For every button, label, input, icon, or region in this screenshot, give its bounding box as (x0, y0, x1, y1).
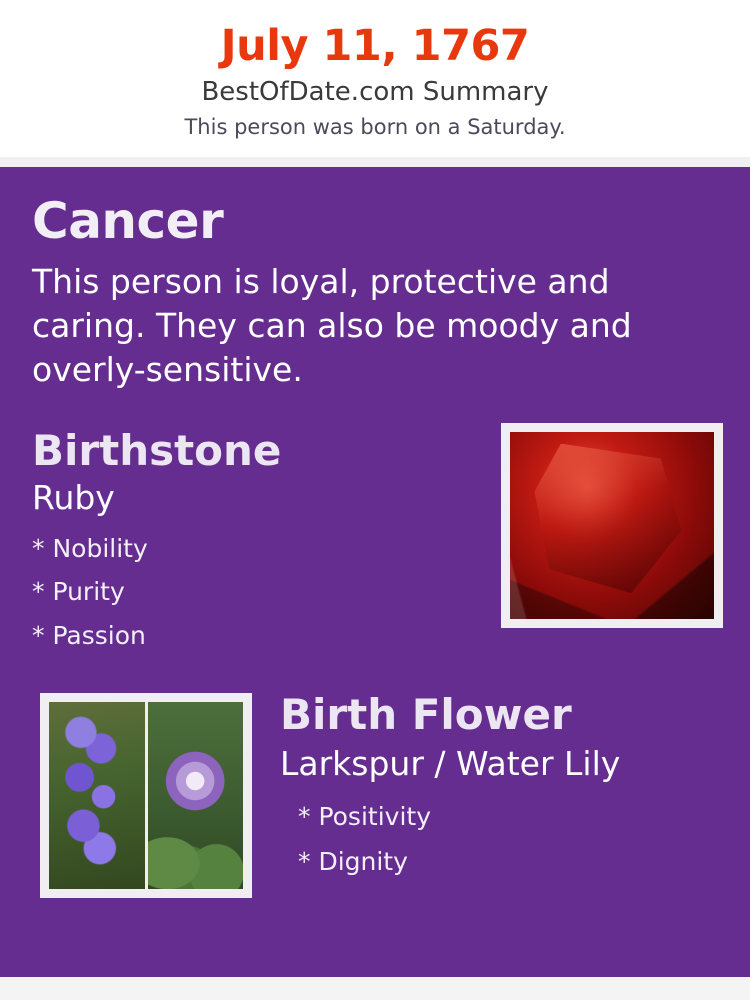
birthstone-trait: * Purity (32, 577, 125, 607)
site-summary-label: BestOfDate.com Summary (201, 77, 549, 108)
birthstone-trait: * Nobility (32, 533, 148, 563)
zodiac-description: This person is loyal, protective and caring. They can also be moody and overly-sensitive. (32, 261, 632, 389)
birth-flower-section (32, 690, 718, 903)
born-day-note: This person was born on a Saturday. (184, 114, 566, 139)
birth-flower-title: Birth Flower (280, 690, 572, 740)
page-title: July 11, 1767 (220, 21, 530, 71)
birthstone-trait: * Passion (32, 620, 146, 650)
header (0, 0, 750, 157)
footer-strip (0, 978, 750, 1000)
water-lily-photo (148, 702, 244, 889)
birthstone-photo-frame (501, 423, 723, 628)
birth-flower-text (280, 690, 718, 877)
birth-flower-trait: * Positivity (298, 801, 431, 831)
larkspur-water-lily-photo (49, 702, 243, 889)
birth-flower-trait: * Dignity (298, 847, 408, 877)
larkspur-photo (49, 702, 145, 889)
birth-flower-photo-frame (40, 693, 252, 898)
birthstone-title: Birthstone (32, 426, 282, 476)
birthstone-name: Ruby (32, 478, 115, 518)
details-panel (0, 167, 750, 977)
zodiac-sign-title: Cancer (32, 192, 224, 251)
birth-flower-name: Larkspur / Water Lily (280, 744, 621, 784)
ruby-gemstone-photo (510, 432, 714, 619)
header-divider (0, 157, 750, 167)
birthstone-section (32, 426, 718, 650)
